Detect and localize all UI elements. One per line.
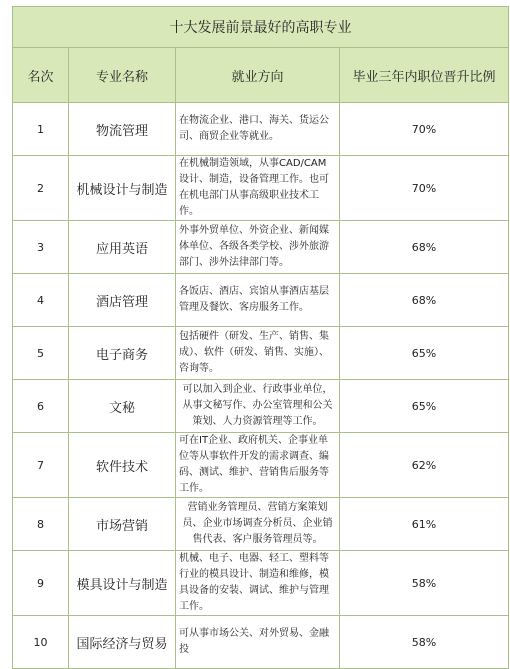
major-cell: 酒店管理 (69, 274, 176, 327)
header-rank: 名次 (13, 48, 69, 103)
table-row (13, 433, 509, 498)
direction-cell: 在物流企业、港口、海关、货运公司、商贸企业等就业。 (176, 103, 340, 156)
rate-cell: 70% (340, 156, 509, 221)
rate-cell: 70% (340, 103, 509, 156)
direction-cell: 在机械制造领域，从事CAD/CAM设计、制造，设备管理工作。也可在机电部门从事高级职业技术工作。 (176, 156, 340, 221)
major-cell: 文秘 (69, 380, 176, 433)
table-row (13, 616, 509, 669)
rank-cell: 3 (13, 221, 69, 274)
table-row (13, 380, 509, 433)
header-major: 专业名称 (69, 48, 176, 103)
rate-cell: 65% (340, 327, 509, 380)
major-cell: 国际经济与贸易 (69, 616, 176, 669)
major-cell: 软件技术 (69, 433, 176, 498)
rate-cell: 62% (340, 433, 509, 498)
table-row (13, 274, 509, 327)
major-cell: 电子商务 (69, 327, 176, 380)
major-cell: 市场营销 (69, 498, 176, 551)
major-cell: 机械设计与制造 (69, 156, 176, 221)
direction-cell: 包括硬件（研发、生产、销售、集成）、软件（研发、销售、实施）、咨询等。 (176, 327, 340, 380)
rate-cell: 58% (340, 616, 509, 669)
direction-cell: 各饭店、酒店、宾馆从事酒店基层管理及餐饮、客房服务工作。 (176, 274, 340, 327)
table-title: 十大发展前景最好的高职专业 (13, 7, 509, 48)
major-cell: 物流管理 (69, 103, 176, 156)
major-cell: 应用英语 (69, 221, 176, 274)
rank-cell: 7 (13, 433, 69, 498)
direction-cell: 可以加入到企业、行政事业单位，从事文秘写作、办公室管理和公关策划、人力资源管理等工作。 (176, 380, 340, 433)
header-rate: 毕业三年内职位晋升比例 (340, 48, 509, 103)
direction-cell: 外事外贸单位、外资企业、新闻媒体单位、各级各类学校、涉外旅游部门、涉外法律部门等。 (176, 221, 340, 274)
direction-cell: 营销业务管理员、营销方案策划员、企业市场调查分析员、企业销售代表、客户服务管理员等。 (176, 498, 340, 551)
rank-cell: 1 (13, 103, 69, 156)
rank-cell: 5 (13, 327, 69, 380)
rate-cell: 61% (340, 498, 509, 551)
direction-cell: 可在IT企业、政府机关、企事业单位等从事软件开发的需求调查、编码、测试、维护、营销售后服务等工作。 (176, 433, 340, 498)
table-row (13, 221, 509, 274)
rank-cell: 10 (13, 616, 69, 669)
direction-cell: 可从事市场公关、对外贸易、金融投 (176, 616, 340, 669)
rate-cell: 68% (340, 274, 509, 327)
table-header-row (13, 48, 509, 103)
table-row (13, 498, 509, 551)
rank-cell: 9 (13, 551, 69, 616)
table-title-row (13, 7, 509, 48)
rank-cell: 4 (13, 274, 69, 327)
majors-table (12, 6, 509, 669)
direction-cell: 机械、电子、电器、轻工、塑料等行业的模具设计、制造和维修，模具设备的安装、调试、维护与管理工作。 (176, 551, 340, 616)
rank-cell: 2 (13, 156, 69, 221)
table-row (13, 327, 509, 380)
table-row (13, 551, 509, 616)
table-row (13, 103, 509, 156)
rank-cell: 8 (13, 498, 69, 551)
rank-cell: 6 (13, 380, 69, 433)
major-cell: 模具设计与制造 (69, 551, 176, 616)
rate-cell: 68% (340, 221, 509, 274)
rate-cell: 65% (340, 380, 509, 433)
majors-table-container (12, 6, 508, 669)
rate-cell: 58% (340, 551, 509, 616)
table-row (13, 156, 509, 221)
header-direction: 就业方向 (176, 48, 340, 103)
